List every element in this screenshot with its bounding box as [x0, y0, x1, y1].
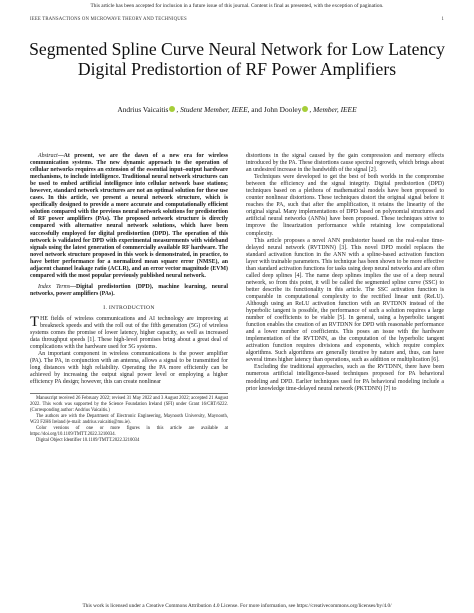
acceptance-notice: This article has been accepted for inclusion in a future issue of this journal. Content is final as presented, with the exception of pagination.: [90, 3, 384, 9]
abstract-lead: Abstract: [38, 153, 58, 159]
right-column: [246, 153, 444, 393]
abstract-text: —At present, we are the dawn of a new era for wireless communication systems. The new dynamic approach to the operation of cellular networks requires an extension of the essential input–output hardware mechanisms, to include intelligence. Traditional neural network structures can be used to embed artificial intelligence into cellular network base stations; however, standard network structures are not an optimal solution for these use cases. In this article, we present a neural network structure, which is specifically designed to provide a more accurate and computationally efficient solution compared with the previous neural network solutions for predistortion of RF power amplifiers (PAs). The proposed network structure is directly compared with alternative neural network solutions, which have been successfully employed for digital predistortion (DPD). The operation of this network is validated for DPD with experimental measurements with wideband signals using the latest generation of commercially available RF hardware. The novel network structure proposed in this work is demonstrated, in practice, to have better performance for a normalized mean square error (NMSE), an adjacent channel leakage ratio (ACLR), and an error vector magnitude (EVM) compared with the most popular previously published neural network.: [30, 153, 228, 279]
intro-paragraph-1-text: HE fields of wireless communications and AI technology are improving at breakneck speeds and with the roll out of the fifth generation (5G) of wireless systems comes the promise of lower latency, higher capacity, as well as increased data throughput speeds [1]. These high-level promises bring about a great deal of complications with the hardware used for 5G systems.: [30, 315, 228, 351]
abstract: [30, 153, 228, 280]
author-2-name: and John Dooley: [249, 105, 302, 114]
index-terms-text: —Digital predistortion (DPD), machine learning, neural networks, power amplifiers (PAs).: [30, 283, 228, 297]
footnote-doi: Digital Object Identifier 10.1109/TMTT.2022.3210034: [36, 437, 140, 443]
footnotes: [30, 393, 228, 443]
author-2-role: , Member, IEEE: [309, 105, 357, 114]
left-column: [30, 153, 228, 444]
intro-paragraph-2: An important component in wireless communications is the power amplifier (PA). The PA, in conjunction with an antenna, allows a signal to be transmitted for long distances with high reliability. Operating the PA more efficiently can be achieved by increasing the output signal power level or employing a higher efficiency PA design; however, this can create nonlinear: [30, 351, 228, 386]
footnote-manuscript: Manuscript received 26 February 2022; revised 31 May 2022 and 3 August 2022; accepted 21 August 2022. This work was supported by the Science Foundation Ireland (SFI) under Grant 16/CRT/6222. (Corresponding author: Andrius Vaicaitis.): [30, 396, 228, 414]
author-1-role: , Student Member, IEEE,: [176, 105, 250, 114]
body-paragraph-2: Techniques were developed to get the best of both worlds in the compromise between the efficiency and the signal integrity. Digital predistortion (DPD) techniques based on a plethora of mathematical models have been proposed to counter nonlinear distortions. These techniques distort the original signal before it reaches the PA, such that after the amplification, it retains the linearity of the original signal. Many implementations of DPD based on polynomial structures and artificial neural networks (ANNs) have been proposed. These techniques strive to improve the linearization performance while retaining low computational complexity.: [246, 174, 444, 237]
body-paragraph-3: This article proposes a novel ANN predistorter based on the real-value time-delayed neural network (RVTDNN) [3]. This novel DPD model replaces the standard activation function in the ANN with a spline-based activation function layer with trainable parameters. This technique has been shown to be more effective than standard activation functions for tasks using deep neural networks and are often called deep splines [4]. The name deep splines implies the use of a deep neural network, so from this point, it will be called the segmented spline curve (SSC) to better describe its functionality in this article. The SSC activation function is comparable in computational complexity to the rectified linear unit (ReLU). Although using an ReLU activation function with an RVTDNN instead of the hyperbolic tangent is possible, the performance of such a solution requires a large number of coefficients to be viable [5]. In general, using a hyperbolic tangent function enables the creation of an RVTDNN for DPD with reasonable performance and a lower number of coefficients. This poses an issue with the hardware implementation of the RVTDNN, as the computation of the hyperbolic tangent activation function requires divisions and exponents, which require complex algorithms. Such algorithms are generally iterative by nature and, thus, can have several times higher latency than operations, such as addition or multiplication [6].: [246, 237, 444, 364]
index-terms-lead: Index Terms: [38, 283, 71, 290]
journal-name: IEEE TRANSACTIONS ON MICROWAVE THEORY AND TECHNIQUES: [30, 17, 187, 22]
author-1-name: Andrius Vaicaitis: [117, 105, 169, 114]
body-paragraph-4: Excluding the traditional approaches, such as the RVTDNN, there have been numerous artificial intelligence-based techniques proposed for PA behavioral modeling and DPD. Earlier techniques used for PA behavioral modeling include a prior knowledge time-delayed neural network (PKTDNN) [7] to: [246, 364, 444, 392]
index-terms: [30, 284, 228, 298]
body-paragraph-1: distortions in the signal caused by the gain compression and memory effects introduced by the PA. These distortions cause spectral regrowth, which brings about an undesired increase in the bandwidth of the signal [2].: [246, 153, 444, 174]
author-line: [20, 105, 454, 114]
footnote-affiliation: The authors are with the Department of Electronic Engineering, Maynooth University, Maynooth, W23 F2H6 Ireland (e-mail: andrius.vaicaitis@mu.ie).: [30, 414, 228, 425]
section-heading-introduction: I. INTRODUCTION: [103, 304, 155, 311]
orcid-icon[interactable]: [302, 106, 308, 112]
page-number: 1: [441, 17, 444, 22]
running-head: [30, 17, 444, 22]
paper-title: Segmented Spline Curve Neural Network for Low Latency Digital Predistortion of RF Power Amplifiers: [29, 39, 445, 79]
drop-cap: T: [30, 313, 40, 330]
intro-paragraph-1: [30, 313, 228, 351]
license-notice: This work is licensed under a Creative Commons Attribution 4.0 License. For more information, see https://creativecommons.org/licenses/by/4.0/: [82, 603, 392, 609]
footnote-color-versions[interactable]: Color versions of one or more figures in this article are available at https://doi.org/10.1109/TMTT.2022.3210034.: [30, 426, 228, 437]
orcid-icon[interactable]: [169, 106, 175, 112]
